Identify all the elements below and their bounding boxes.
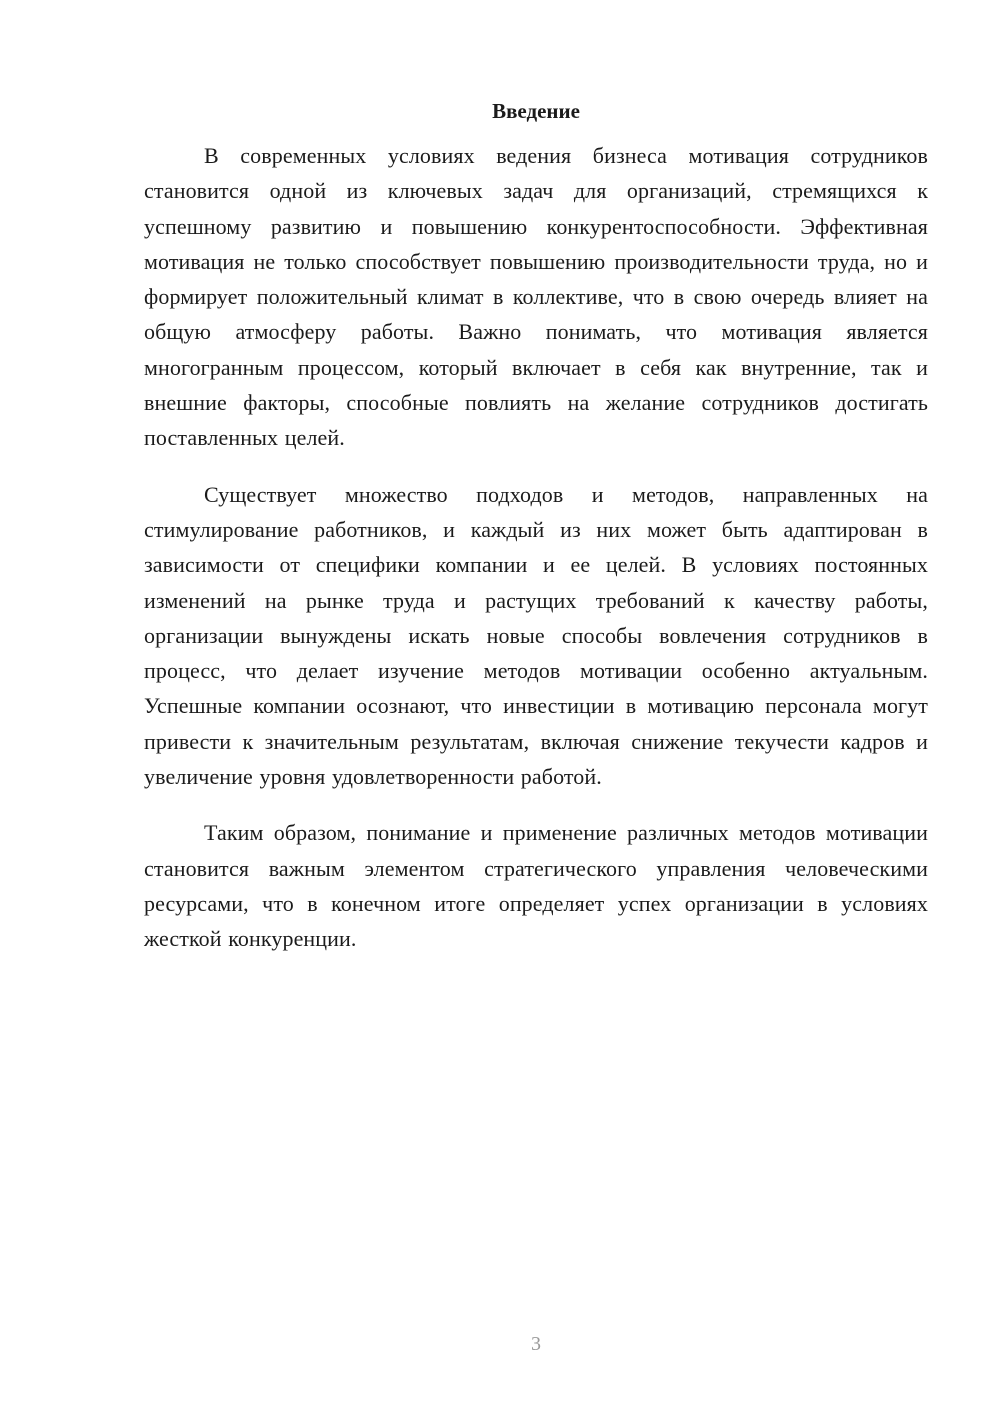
- paragraph-1: В современных условиях ведения бизнеса мотивация сотрудников становится одной из ключевых задач для организаций, стремящихся к успешному развитию и повышению конкурентоспособности. Эффективная мотивация не только способствует повышению производительности труда, но и формирует положительный климат в коллективе, что в свою очередь влияет на общую атмосферу работы. Важно понимать, что мотивация является многогранным процессом, который включает в себя как внутренние, так и внешние факторы, способные повлиять на желание сотрудников достигать поставленных целей.: [144, 143, 928, 451]
- page-number: 3: [531, 1333, 541, 1355]
- page-content: [144, 96, 928, 957]
- section-title: Введение: [492, 99, 580, 123]
- paragraph-3: Таким образом, понимание и применение различных методов мотивации становится важным элементом стратегического управления человеческими ресурсами, что в конечном итоге определяет успех организации в условиях жесткой конкуренции.: [144, 820, 928, 952]
- paragraph-2: Существует множество подходов и методов, направленных на стимулирование работников, и каждый из них может быть адаптирован в зависимости от специфики компании и ее целей. В условиях постоянных изменений на рынке труда и растущих требований к качеству работы, организации вынуждены искать новые способы вовлечения сотрудников в процесс, что делает изучение методов мотивации особенно актуальным. Успешные компании осознают, что инвестиции в мотивацию персонала могут привести к значительным результатам, включая снижение текучести кадров и увеличение уровня удовлетворенности работой.: [144, 481, 928, 790]
